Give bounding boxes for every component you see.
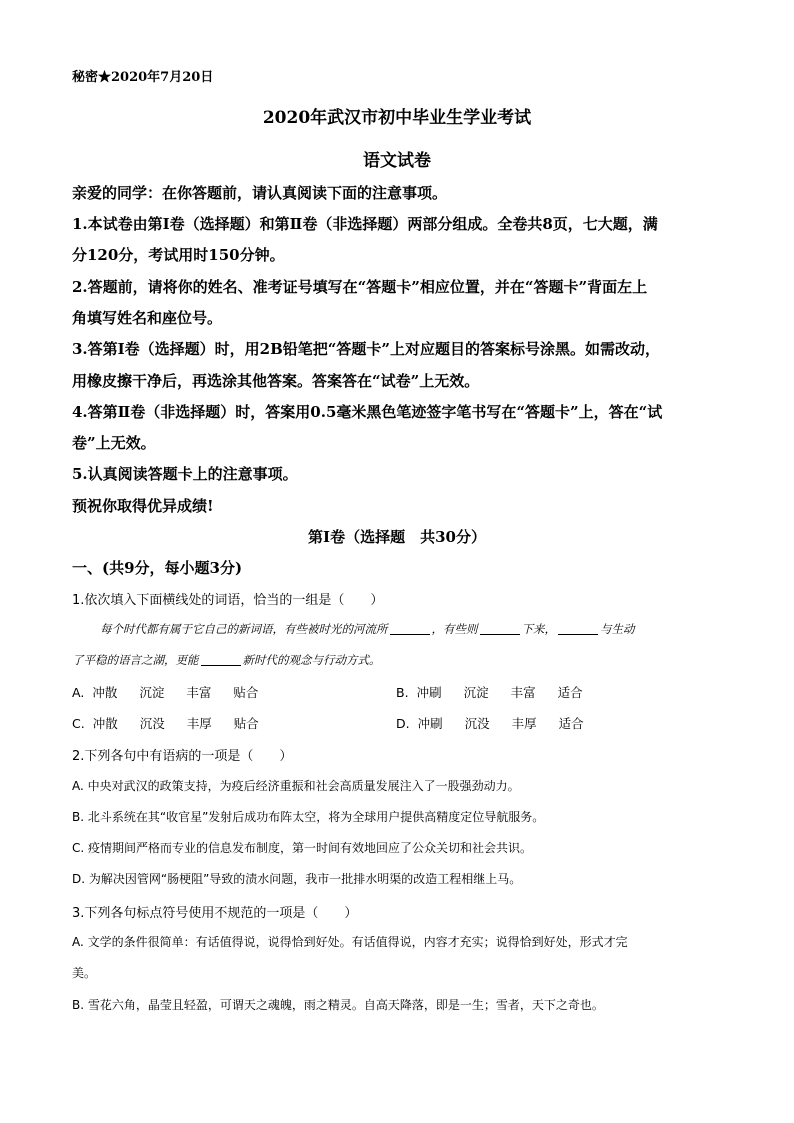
notice-line: 角填写姓名和座位号。 bbox=[72, 309, 223, 327]
notice-wish: 预祝你取得优异成绩! bbox=[72, 497, 214, 515]
notice-line: 3.答第Ⅰ卷（选择题）时，用2B铅笔把“答题卡”上对应题目的答案标号涂黑。如需改动， bbox=[72, 340, 661, 358]
q1-option-a: A. 冲散 沉淀 丰富 贴合 bbox=[72, 685, 259, 700]
notice-intro: 亲爱的同学：在你答题前，请认真阅读下面的注意事项。 bbox=[72, 184, 448, 202]
notice-line: 分120分，考试用时150分钟。 bbox=[72, 246, 285, 264]
q1-options-row-2 bbox=[72, 714, 734, 732]
q2-option-b: B. 北斗系统在其“收官星”发射后成功布阵太空，将为全球用户提供高精度定位导航服务。 bbox=[72, 810, 545, 824]
exam-title: 2020年武汉市初中毕业生学业考试 bbox=[262, 108, 532, 128]
q2-stem: 2.下列各句中有语病的一项是（ ） bbox=[72, 749, 293, 764]
notice-line: 4.答第Ⅱ卷（非选择题）时，答案用0.5毫米黑色笔迹签字笔书写在“答题卡”上，答在“试 bbox=[72, 403, 663, 421]
fill-blank bbox=[558, 633, 598, 635]
q1-option-b: B. 冲刷 沉淀 丰富 适合 bbox=[396, 685, 583, 700]
section-title: 第Ⅰ卷（选择题 共30分） bbox=[308, 528, 486, 546]
q1-passage-line-1 bbox=[100, 621, 734, 637]
q1-passage-text: 与生动 bbox=[600, 622, 635, 636]
q1-option-c: C. 冲散 沉没 丰厚 贴合 bbox=[72, 716, 259, 731]
q2-option-c: C. 疫情期间严格而专业的信息发布制度，第一时间有效地回应了公众关切和社会共识。 bbox=[72, 841, 533, 855]
q1-passage-line-2 bbox=[72, 652, 734, 668]
secret-date: 秘密★2020年7月20日 bbox=[72, 70, 214, 85]
fill-blank bbox=[390, 633, 430, 635]
exam-subtitle: 语文试卷 bbox=[363, 151, 431, 171]
notice-line: 5.认真阅读答题卡上的注意事项。 bbox=[72, 465, 298, 483]
q1-passage-text: 下来， bbox=[521, 622, 556, 636]
part-heading: 一、(共9分，每小题3分) bbox=[72, 559, 243, 577]
q2-option-a: A. 中央对武汉的政策支持，为疫后经济重振和社会高质量发展注入了一股强劲动力。 bbox=[72, 779, 520, 793]
fill-blank bbox=[201, 664, 241, 666]
fill-blank bbox=[480, 633, 520, 635]
q3-stem: 3.下列各句标点符号使用不规范的一项是（ ） bbox=[72, 906, 358, 921]
notice-line: 卷”上无效。 bbox=[72, 434, 156, 452]
q1-passage-text: 每个时代都有属于它自己的新词语，有些被时光的河流所 bbox=[100, 622, 388, 636]
q1-passage-text: ，有些则 bbox=[431, 622, 478, 636]
q3-option-a: A. 文学的条件很简单：有话值得说，说得恰到好处。有话值得说，内容才充实；说得恰到好处，形式才完 bbox=[72, 935, 628, 949]
q3-option-b: B. 雪花六角，晶莹且轻盈，可谓天之魂魄，雨之精灵。自高天降落，即是一生；雪者，天下之奇也。 bbox=[72, 998, 604, 1012]
q2-option-d: D. 为解决因管网“肠梗阻”导致的渍水问题，我市一批排水明渠的改造工程相继上马。 bbox=[72, 872, 522, 886]
notice-line: 1.本试卷由第Ⅰ卷（选择题）和第Ⅱ卷（非选择题）两部分组成。全卷共8页，七大题，满 bbox=[72, 215, 658, 233]
q3-option-a-cont: 美。 bbox=[72, 966, 97, 980]
q1-stem: 1.依次填入下面横线处的词语，恰当的一组是（ ） bbox=[72, 593, 384, 608]
notice-line: 用橡皮擦干净后，再选涂其他答案。答案答在“试卷”上无效。 bbox=[72, 372, 480, 390]
q1-passage-text: 了平稳的语言之湖，更能 bbox=[72, 653, 199, 667]
notice-line: 2.答题前，请将你的姓名、准考证号填写在“答题卡”相应位置，并在“答题卡”背面左上 bbox=[72, 278, 648, 296]
q1-passage-text: 新时代的观念与行动方式。 bbox=[242, 653, 381, 667]
q1-option-d: D. 冲刷 沉没 丰厚 适合 bbox=[396, 716, 584, 731]
q1-options-row-1 bbox=[72, 683, 734, 701]
